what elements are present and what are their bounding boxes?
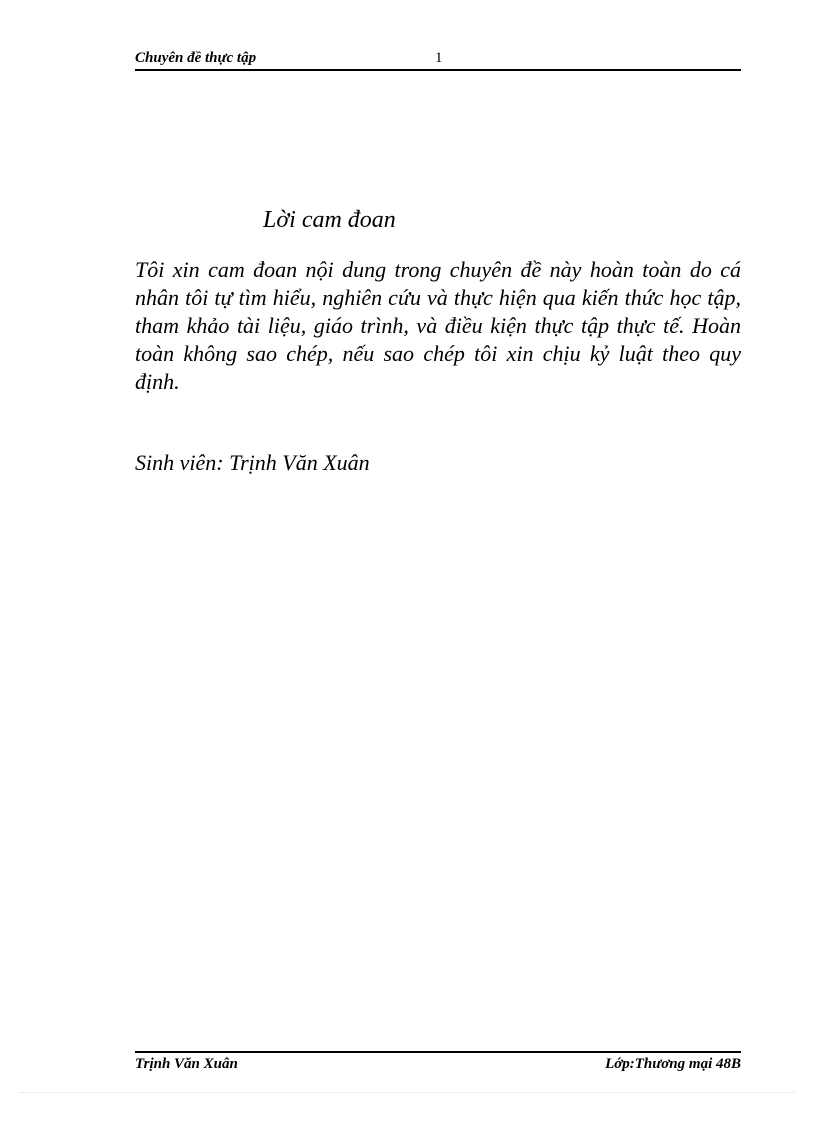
- header-title: Chuyên đề thực tập: [135, 50, 257, 66]
- footer-class: Lớp:Thương mại 48B: [605, 1056, 741, 1072]
- student-signature: Sinh viên: Trịnh Văn Xuân: [135, 450, 370, 475]
- page-number: 1: [435, 50, 443, 66]
- page-bottom-edge: [20, 1092, 796, 1093]
- footer-author: Trịnh Văn Xuân: [135, 1056, 238, 1072]
- page-header: [135, 48, 741, 70]
- footer-divider: [135, 1051, 741, 1053]
- header-divider: [135, 69, 741, 71]
- declaration-paragraph: Tôi xin cam đoan nội dung trong chuyên đề này hoàn toàn do cá nhân tôi tự tìm hiểu, nghiên cứu và thực hiện qua kiến thức học tập, tham khảo tài liệu, giáo trình, và điều kiện thực tập thực tế. Hoàn toàn không sao chép, nếu sao chép tôi xin chịu kỷ luật theo quy định.: [135, 257, 741, 394]
- document-title: Lời cam đoan: [263, 207, 396, 233]
